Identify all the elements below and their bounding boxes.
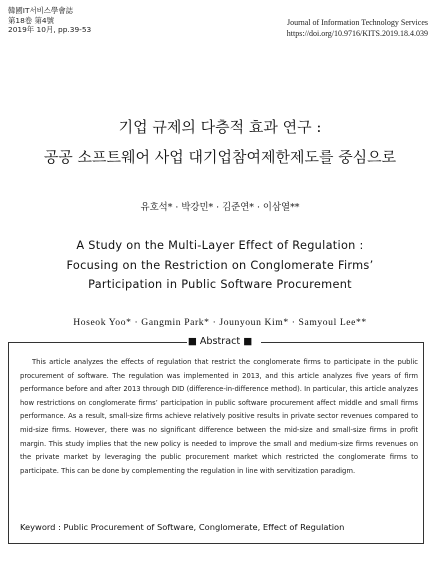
authors-korean: 유호석* · 박강민* · 김준연* · 이삼열** [140, 202, 300, 213]
title-en-line2: Focusing on the Restriction on Conglomerate Firms’ [66, 258, 374, 272]
journal-name-en: Journal of Information Technology Services [286, 18, 428, 27]
title-korean [0, 112, 440, 172]
title-ko-line2: 공공 소프트웨어 사업 대기업참여제한제도를 중심으로 [43, 148, 397, 166]
keywords: Keyword : Public Procurement of Software, Conglomerate, Effect of Regulation [20, 522, 345, 532]
abstract-heading: ■ Abstract ■ [187, 336, 253, 347]
title-en-line1: A Study on the Multi-Layer Effect of Regulation : [76, 239, 364, 252]
volume-issue: 第18卷 第4號 [8, 15, 55, 25]
authors-english: Hoseok Yoo* · Gangmin Park* · Jounyoun Kim* · Samyoul Lee** [73, 317, 367, 328]
title-english [0, 236, 440, 295]
abstract-text: This article analyzes the effects of regulation that restrict the conglomerate firms to participate in the public procurement of software. The regulation was implemented in 2013, and this article analyzes five years of firm performance before and after 2013 through DID (difference-in-difference method). In particular, this article analyzes how restrictions on conglomerate firms’ participation in public software procurement affect middle and small firms performance. As a result, small-size firms achieve relatively positive results in private sector revenues compared to mid-size firms. However, there was no significant difference between the mid-size and small-size firms in profit margin. This study implies that the new policy is needed to improve the small and medium-size firms revenues on the private market by leveraging the public procurement market which restricted the conglomerate firms to participate. This can be done by complementing the regulation in line with servitization paradigm. [20, 358, 418, 475]
journal-header-left [8, 6, 91, 35]
title-ko-line1: 기업 규제의 다층적 효과 연구 : [118, 118, 322, 136]
date-pages: 2019年 10月, pp.39-53 [8, 25, 92, 35]
title-en-line3: Participation in Public Software Procurement [88, 278, 352, 291]
journal-header-right [287, 17, 428, 39]
doi-link[interactable]: https://doi.org/10.9716/KITS.2019.18.4.039 [286, 29, 428, 38]
journal-name-ko: 韓國IT서비스學會誌 [8, 6, 74, 15]
